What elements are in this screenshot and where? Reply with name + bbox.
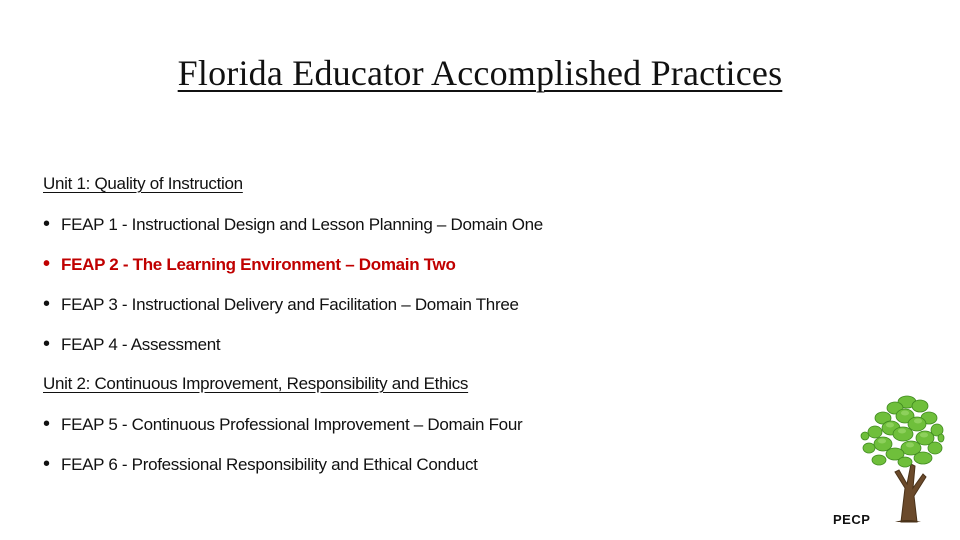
list-item-text: FEAP 5 - Continuous Professional Improvement – Domain Four — [61, 415, 523, 434]
list-item-text: FEAP 2 - The Learning Environment – Domain Two — [61, 255, 456, 274]
list-item — [43, 330, 743, 370]
bullet-icon: • — [43, 413, 50, 435]
unit-heading: Unit 2: Continuous Improvement, Responsibility and Ethics — [43, 374, 469, 393]
bullet-icon: • — [43, 213, 50, 235]
slide-title-text: Florida Educator Accomplished Practices — [177, 53, 783, 93]
bullet-icon: • — [43, 453, 50, 475]
list-item-highlighted — [43, 250, 743, 290]
list-item — [43, 290, 743, 330]
tree-icon — [825, 388, 945, 530]
list-item — [43, 450, 743, 490]
unit-heading: Unit 1: Quality of Instruction — [43, 174, 243, 193]
bullet-icon: • — [43, 333, 50, 355]
list-item-text: FEAP 6 - Professional Responsibility and Ethical Conduct — [61, 455, 478, 474]
bullet-icon: • — [43, 293, 50, 315]
list-item-text: FEAP 4 - Assessment — [61, 335, 221, 354]
bullet-icon: • — [43, 253, 50, 275]
logo-text: PECP — [833, 512, 871, 527]
pecp-logo — [825, 388, 945, 530]
list-item — [43, 410, 743, 450]
list-item-text: FEAP 3 - Instructional Delivery and Facilitation – Domain Three — [61, 295, 519, 314]
list-item-text: FEAP 1 - Instructional Design and Lesson Planning – Domain One — [61, 215, 543, 234]
content-body — [43, 170, 743, 490]
list-item — [43, 210, 743, 250]
slide-title — [0, 52, 960, 94]
